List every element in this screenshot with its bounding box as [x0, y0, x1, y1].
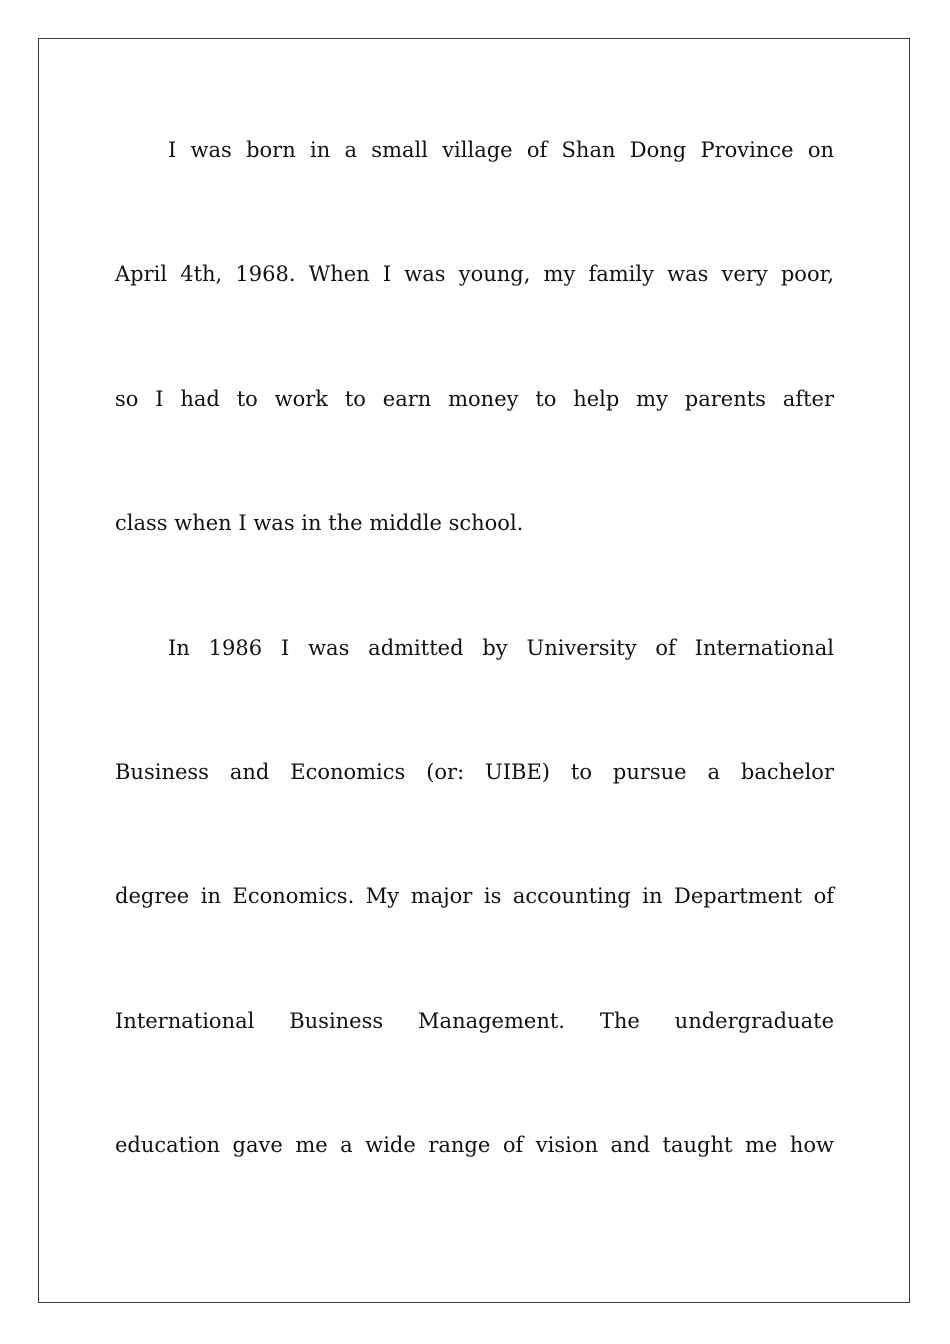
text-line: April 4th, 1968. When I was young, my family was very poor, [115, 262, 834, 286]
text-line: education gave me a wide range of vision and taught me how [115, 1133, 834, 1157]
text-line: so I had to work to earn money to help my parents after [115, 387, 834, 411]
text-line: I was born in a small village of Shan Dong Province on [168, 138, 834, 162]
text-line: International Business Management. The undergraduate [115, 1009, 834, 1033]
text-line: degree in Economics. My major is accounting in Department of [115, 884, 834, 908]
text-line: In 1986 I was admitted by University of International [168, 636, 834, 660]
text-line: class when I was in the middle school. [115, 511, 524, 535]
text-line: Business and Economics (or: UIBE) to pursue a bachelor [115, 760, 834, 784]
page-border [38, 38, 910, 1303]
